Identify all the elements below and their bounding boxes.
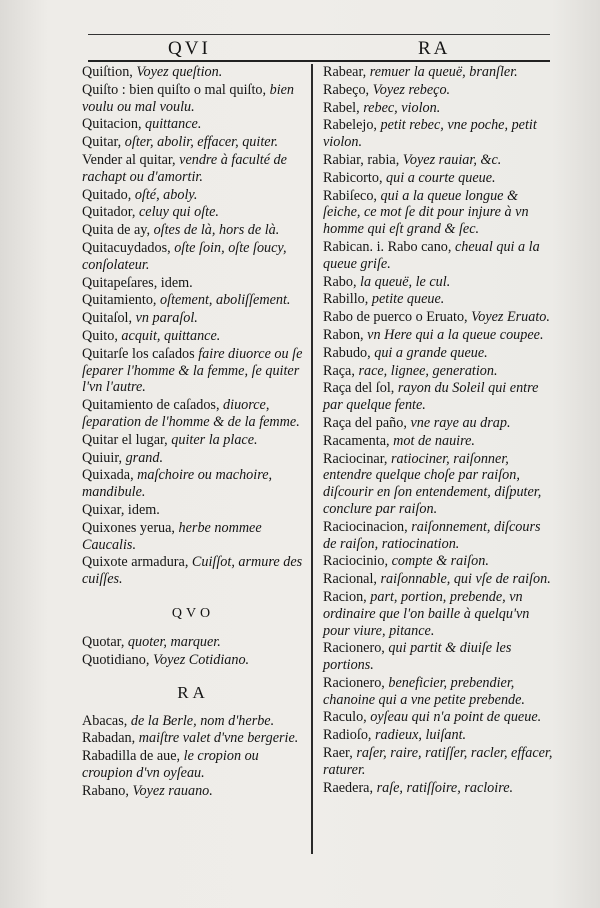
definition: Voyez Eruato. [471, 309, 550, 326]
definition: raſe, ratiſſoire, racloire. [376, 779, 514, 796]
header-rule [88, 34, 550, 35]
headword: Rabudo, [323, 344, 375, 361]
dictionary-entry [82, 713, 304, 730]
headword: Rabelejo, [323, 117, 381, 134]
dictionary-entry [82, 204, 304, 221]
definition: celuy qui oſte. [138, 204, 219, 221]
definition: oyſeau qui n'a point de queue. [370, 709, 542, 726]
definition: raſer, raire, ratiſſer, racler, effacer, raturer. [323, 745, 553, 778]
headword: Rabicorto, [323, 169, 387, 186]
dictionary-entry [323, 640, 555, 674]
headword: Racional, [323, 571, 381, 588]
definition: de la Berle, nom d'herbe. [130, 712, 275, 729]
headword: Raedera, [323, 779, 377, 796]
dictionary-entry [82, 432, 304, 449]
headword: Quotar, [82, 633, 128, 650]
definition: rebec, violon. [363, 99, 441, 116]
dictionary-entry [82, 652, 304, 669]
ra-entries [82, 713, 304, 800]
definition: Voyez Cotidiano. [152, 651, 250, 668]
headword: Raça del ſol, [323, 380, 398, 397]
dictionary-entry [323, 415, 555, 432]
headword: Raculo, [323, 709, 371, 726]
headword: Raciocinacion, [323, 518, 412, 535]
definition: maiſtre valet d'vne bergerie. [138, 730, 299, 747]
running-header [88, 34, 550, 62]
dictionary-entry [82, 502, 304, 519]
right-column [323, 64, 555, 797]
dictionary-entry [323, 675, 555, 709]
definition: la queuë, le cul. [360, 273, 451, 290]
dictionary-entry [323, 345, 555, 362]
headword: Rabadan, [82, 730, 139, 747]
headword: Quitado, [82, 186, 135, 203]
definition: Cuiſſot, armure des cuiſſes. [82, 554, 303, 588]
headword: Quita de ay, [82, 222, 154, 239]
dictionary-entry [82, 275, 304, 292]
definition: diuorce, ſeparation de l'homme & de la femme. [82, 397, 300, 430]
headword: Quitar el lugar, [82, 431, 172, 448]
headword: Radioſo, [323, 727, 376, 744]
headword: Quotidiano, [82, 651, 153, 668]
definition: acquit, quittance. [121, 327, 221, 344]
dictionary-entry [82, 467, 304, 501]
dictionary-entry [323, 589, 555, 639]
dictionary-entry [323, 780, 555, 797]
definition: Voyez rauano. [132, 782, 213, 799]
header-right: RA [418, 38, 451, 59]
dictionary-entry [82, 116, 304, 133]
headword: Quiuir, [82, 449, 126, 466]
headword: Rabear, [323, 64, 370, 80]
headword: Rabo de puerco o Eruato, [323, 309, 472, 326]
definition: quittance. [145, 116, 202, 133]
definition: qui a grande queue. [374, 344, 488, 361]
dictionary-entry [323, 117, 555, 151]
definition: Voyez queſtion. [136, 64, 223, 80]
definition: petite queue. [371, 291, 445, 308]
dictionary-entry [323, 727, 555, 744]
headword: Quixada, [82, 467, 138, 484]
definition: faire diuorce ou ſe ſeparer l'homme & la femme, ſe quiter l'vn l'autre. [82, 345, 303, 396]
headword: Rabican. i. Rabo cano, [323, 238, 455, 255]
section-heading-qvo: QVO [171, 605, 215, 621]
dictionary-entry [323, 571, 555, 588]
definition: oſte ſoin, oſte ſoucy, conſolateur. [82, 239, 287, 273]
dictionary-entry [82, 187, 304, 204]
dictionary-entry [82, 328, 304, 345]
dictionary-entry [323, 274, 555, 291]
headword: Quitapeſares, idem. [82, 274, 193, 291]
definition: Voyez rauiar, &c. [402, 151, 502, 168]
dictionary-entry [323, 519, 555, 553]
dictionary-entry [82, 134, 304, 151]
dictionary-entry [82, 730, 304, 747]
headword: Quixar, idem. [82, 501, 160, 518]
headword: Quitador, [82, 204, 139, 221]
column-divider [311, 64, 313, 854]
dictionary-entry [323, 100, 555, 117]
definition: vn paraſol. [135, 310, 198, 327]
dictionary-entry [323, 152, 555, 169]
right-entries [323, 64, 555, 796]
headword: Quitacuydados, [82, 239, 175, 256]
definition: bien voulu ou mal voulu. [82, 81, 295, 115]
headword: Quiſtion, [82, 64, 137, 80]
dictionary-entry [323, 291, 555, 308]
dictionary-entry [82, 520, 304, 554]
dictionary-entry [82, 222, 304, 239]
headword: Racamenta, [323, 432, 394, 449]
headword: Rabon, [323, 326, 368, 343]
header-left: QVI [168, 38, 211, 59]
definition: cheual qui a la queue griſe. [323, 238, 540, 272]
dictionary-entry [82, 64, 304, 81]
definition: compte & raiſon. [391, 553, 489, 570]
definition: maſchoire ou machoire, mandibule. [82, 467, 273, 501]
headword: Rabiar, rabia, [323, 151, 403, 168]
definition: vne raye au drap. [410, 414, 511, 431]
headword: Quitamiento de caſados, [82, 397, 224, 414]
definition: raiſonnable, qui vſe de raiſon. [380, 571, 551, 588]
definition: part, portion, prebende, vn ordinaire que l'on baille à quelqu'vn pour viure, pitance. [323, 588, 530, 639]
dictionary-entry [82, 450, 304, 467]
dictionary-entry [82, 634, 304, 651]
headword: Quito, [82, 327, 122, 344]
headword: Quitar, [82, 134, 125, 151]
definition: herbe nommee Caucalis. [82, 519, 262, 553]
definition: mot de nauire. [393, 432, 475, 449]
headword: Quitaſol, [82, 310, 136, 327]
definition: le cropion ou croupion d'vn oyſeau. [82, 748, 259, 781]
headword: Quitarſe los caſados [82, 345, 199, 362]
dictionary-entry [82, 152, 304, 186]
dictionary-entry [323, 709, 555, 726]
definition: petit rebec, vne poche, petit violon. [323, 117, 537, 151]
definition: qui partit & diuiſe les portions. [323, 640, 512, 674]
headword: Quixones yerua, [82, 519, 179, 536]
definition: vn Here qui a la queue coupee. [367, 326, 544, 343]
dictionary-entry [323, 363, 555, 380]
headword: Quiſto : bien quiſto o mal quiſto, [82, 81, 270, 98]
section-heading-ra: RA [177, 682, 209, 702]
dictionary-entry [323, 327, 555, 344]
definition: beneficier, prebendier, chanoine qui a vne petite prebende. [323, 674, 525, 708]
headword: Abacas, [82, 712, 131, 729]
dictionary-entry [323, 553, 555, 570]
headword: Raça del paño, [323, 414, 411, 431]
headword: Raça, [323, 362, 359, 379]
headword: Quixote armadura, [82, 554, 192, 571]
headword: Rabillo, [323, 291, 372, 308]
headword: Racionero, [323, 640, 389, 657]
headword: Rabano, [82, 782, 133, 799]
definition: qui a la queue longue & ſeiche, ce mot ſe dit pour injure à vn homme qui eſt grand & ſec. [323, 187, 529, 238]
definition: grand. [125, 449, 164, 466]
definition: rayon du Soleil qui entre par quelque fente. [323, 380, 539, 414]
dictionary-entry [82, 346, 304, 396]
definition: oſter, abolir, effacer, quiter. [124, 134, 279, 151]
headword: Quitacion, [82, 116, 146, 133]
definition: oſtement, aboliſſement. [160, 292, 291, 309]
dictionary-entry [323, 309, 555, 326]
headword: Quitamiento, [82, 292, 161, 309]
headword: Rabeço, [323, 81, 373, 98]
dictionary-entry [82, 554, 304, 588]
dictionary-entry [82, 240, 304, 274]
dictionary-entry [82, 82, 304, 116]
left-column [82, 64, 304, 800]
dictionary-entry [323, 451, 555, 518]
headword: Raciocinio, [323, 553, 392, 570]
headword: Racionero, [323, 674, 389, 691]
definition: remuer la queuë, branſler. [369, 64, 518, 80]
dictionary-entry [82, 310, 304, 327]
dictionary-entry [82, 292, 304, 309]
headword: Rabo, [323, 273, 361, 290]
definition: quoter, marquer. [127, 633, 221, 650]
definition: raiſonnement, diſcours de raiſon, ratiocination. [323, 518, 541, 552]
qvo-entries [82, 634, 304, 669]
definition: race, lignee, generation. [358, 362, 498, 379]
dictionary-entry [323, 745, 555, 779]
dictionary-entry [82, 748, 304, 782]
dictionary-entry [82, 783, 304, 800]
dictionary-entry [82, 397, 304, 431]
dictionary-entry [323, 188, 555, 238]
dictionary-entry [323, 64, 555, 81]
headword: Rabiſeco, [323, 187, 381, 204]
dictionary-entry [323, 380, 555, 414]
definition: vendre à faculté de rachapt ou d'amortir. [82, 151, 287, 185]
definition: ratiociner, raiſonner, entendre quelque choſe par raiſon, diſcourir en ſon entendement, diſputer, conclure par raiſon. [323, 450, 542, 517]
left-entries [82, 64, 304, 588]
dictionary-entry [323, 239, 555, 273]
definition: Voyez rebeço. [372, 81, 451, 98]
definition: qui a courte queue. [386, 169, 496, 186]
headword: Raer, [323, 745, 357, 762]
definition: oſté, aboly. [134, 186, 198, 203]
headword: Rabel, [323, 99, 364, 116]
headword: Rabadilla de aue, [82, 748, 184, 765]
headword: Raciocinar, [323, 450, 391, 467]
dictionary-entry [323, 170, 555, 187]
definition: radieux, luiſant. [375, 727, 467, 744]
dictionary-entry [323, 82, 555, 99]
headword: Racion, [323, 588, 371, 605]
definition: oſtes de là, hors de là. [153, 222, 280, 239]
definition: quiter la place. [171, 431, 258, 448]
dictionary-entry [323, 433, 555, 450]
headword: Vender al quitar, [82, 151, 180, 168]
